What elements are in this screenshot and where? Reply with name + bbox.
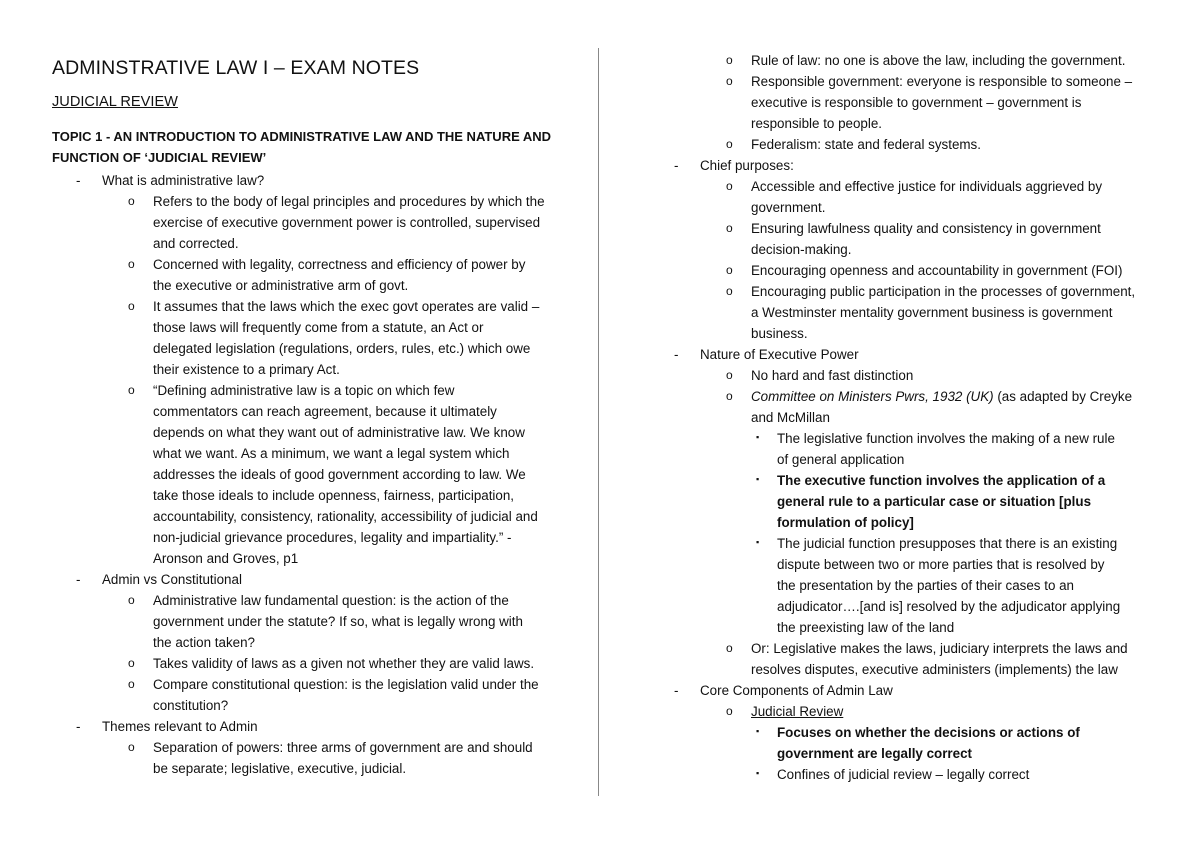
dash-bullet: -: [76, 719, 81, 734]
list-item-text: Chief purposes:: [700, 158, 794, 173]
list-item-text: government under the statute? If so, what is legally wrong with: [153, 614, 523, 629]
list-item-continuation: [52, 212, 582, 233]
document-title: ADMINSTRATIVE LAW I – EXAM NOTES: [52, 57, 420, 79]
square-bullet: ▪: [756, 537, 760, 547]
column-divider: [598, 48, 599, 796]
list-item-text: the presentation by the parties of their cases to an: [777, 578, 1075, 593]
list-item-continuation: [52, 758, 582, 779]
list-item-continuation: [52, 527, 582, 548]
list-item-text: addresses the ideals of good government according to law. We: [153, 467, 526, 482]
list-item: [650, 533, 1160, 554]
square-bullet: ▪: [756, 768, 760, 778]
list-item-continuation: [650, 302, 1160, 323]
list-item: [650, 134, 1160, 155]
list-item: [650, 218, 1160, 239]
list-item: [52, 674, 582, 695]
list-item-text: The judicial function presupposes that there is an existing: [777, 536, 1118, 551]
list-item-text: decision-making.: [751, 242, 852, 257]
list-item-text: delegated legislation (regulations, orders, rules, etc.) which owe: [153, 341, 531, 356]
list-item-text: Themes relevant to Admin: [102, 719, 258, 734]
circle-bullet: o: [726, 221, 733, 235]
list-item-text: of general application: [777, 452, 905, 467]
list-item-text: formulation of policy]: [777, 515, 914, 530]
list-item-text: a Westminster mentality government business is government: [751, 305, 1113, 320]
list-item: [52, 170, 582, 191]
circle-bullet: o: [128, 656, 135, 670]
list-item-text: “Defining administrative law is a topic on which few: [153, 383, 455, 398]
list-item: [650, 50, 1160, 71]
list-item-text: Compare constitutional question: is the legislation valid under the: [153, 677, 539, 692]
list-item-text: Accessible and effective justice for individuals aggrieved by: [751, 179, 1103, 194]
list-item-continuation: [650, 92, 1160, 113]
list-item-text: their existence to a primary Act.: [153, 362, 340, 377]
list-item-text: accountability, consistency, rationality, accessibility of judicial and: [153, 509, 538, 524]
list-item-text: those laws will frequently come from a statute, an Act or: [153, 320, 484, 335]
list-item: [650, 71, 1160, 92]
circle-bullet: o: [726, 137, 733, 151]
list-item-continuation: [52, 506, 582, 527]
list-item-text: Federalism: state and federal systems.: [751, 137, 981, 152]
list-item: [52, 191, 582, 212]
list-item-continuation: [650, 197, 1160, 218]
list-item-text: Administrative law fundamental question: is the action of the: [153, 593, 509, 608]
circle-bullet: o: [726, 53, 733, 67]
circle-bullet: o: [128, 299, 135, 313]
circle-bullet: o: [726, 263, 733, 277]
list-item-text: No hard and fast distinction: [751, 368, 914, 383]
list-item-text: dispute between two or more parties that is resolved by: [777, 557, 1105, 572]
list-item: [52, 653, 582, 674]
circle-bullet: o: [128, 383, 135, 397]
list-item-text: Focuses on whether the decisions or actions of: [777, 725, 1080, 740]
right-column: [650, 50, 1160, 785]
list-item-text: Confines of judicial review – legally correct: [777, 767, 1030, 782]
circle-bullet: o: [726, 179, 733, 193]
list-item-text: (as adapted by Creyke: [993, 389, 1133, 404]
list-item-text: non-judicial grievance procedures, legality and impartiality.” -: [153, 530, 512, 545]
list-item: [650, 281, 1160, 302]
list-item-continuation: [52, 695, 582, 716]
list-item-text: responsible to people.: [751, 116, 883, 131]
list-item: [650, 344, 1160, 365]
square-bullet: ▪: [756, 726, 760, 736]
list-item: [650, 260, 1160, 281]
list-item: [52, 254, 582, 275]
section-heading: JUDICIAL REVIEW: [52, 94, 178, 110]
list-item-text: exercise of executive government power is controlled, supervised: [153, 215, 541, 230]
list-item-text: executive is responsible to government – government is: [751, 95, 1082, 110]
list-item-text: Nature of Executive Power: [700, 347, 859, 362]
list-item-text: Encouraging public participation in the processes of government,: [751, 284, 1136, 299]
list-item-continuation: [650, 449, 1160, 470]
list-item-continuation: [52, 317, 582, 338]
list-item-continuation: [52, 338, 582, 359]
list-item: [650, 365, 1160, 386]
case-citation: Committee on Ministers Pwrs, 1932 (UK): [751, 389, 994, 404]
list-item-text: Responsible government: everyone is responsible to someone –: [751, 74, 1133, 89]
list-item: [52, 737, 582, 758]
list-item-text: Concerned with legality, correctness and efficiency of power by: [153, 257, 526, 272]
circle-bullet: o: [128, 593, 135, 607]
list-item-continuation: [650, 575, 1160, 596]
list-item: [650, 680, 1160, 701]
list-item-continuation: [52, 548, 582, 569]
topic-heading-line: TOPIC 1 - AN INTRODUCTION TO ADMINISTRATIVE LAW AND THE NATURE AND: [52, 129, 552, 144]
list-item-text: Rule of law: no one is above the law, including the government.: [751, 53, 1126, 68]
dash-bullet: -: [76, 173, 81, 188]
square-bullet: ▪: [756, 432, 760, 442]
list-item: [650, 638, 1160, 659]
list-item-text: what we want. As a minimum, we want a legal system which: [153, 446, 510, 461]
circle-bullet: o: [726, 74, 733, 88]
circle-bullet: o: [726, 704, 733, 718]
circle-bullet: o: [128, 257, 135, 271]
list-item-text: constitution?: [153, 698, 229, 713]
list-item: [650, 155, 1160, 176]
list-item-continuation: [650, 617, 1160, 638]
list-item-text: Or: Legislative makes the laws, judiciary interprets the laws and: [751, 641, 1128, 656]
list-item-continuation: [650, 323, 1160, 344]
list-item-text: It assumes that the laws which the exec govt operates are valid –: [153, 299, 540, 314]
list-item-text: and McMillan: [751, 410, 830, 425]
circle-bullet: o: [726, 284, 733, 298]
list-item-text: general rule to a particular case or situation [plus: [777, 494, 1092, 509]
list-item-text: resolves disputes, executive administers (implements) the law: [751, 662, 1118, 677]
dash-bullet: -: [674, 683, 679, 698]
list-item-text: adjudicator….[and is] resolved by the adjudicator applying: [777, 599, 1121, 614]
list-item: [52, 716, 582, 737]
list-item-text: commentators can reach agreement, because it ultimately: [153, 404, 497, 419]
square-bullet: ▪: [756, 474, 760, 484]
list-item-continuation: [52, 233, 582, 254]
dash-bullet: -: [674, 347, 679, 362]
dash-bullet: -: [76, 572, 81, 587]
list-item: [52, 569, 582, 590]
circle-bullet: o: [128, 194, 135, 208]
list-item-continuation: [650, 239, 1160, 260]
list-item: [650, 428, 1160, 449]
list-item-text: Judicial Review: [751, 704, 844, 719]
list-item-continuation: [52, 611, 582, 632]
list-item-continuation: [650, 659, 1160, 680]
topic-heading-line: FUNCTION OF ‘JUDICIAL REVIEW’: [52, 150, 267, 165]
circle-bullet: o: [726, 641, 733, 655]
circle-bullet: o: [128, 740, 135, 754]
list-item-continuation: [52, 464, 582, 485]
list-item: [650, 176, 1160, 197]
list-item-text: Core Components of Admin Law: [700, 683, 893, 698]
list-item-text: Separation of powers: three arms of government are and should: [153, 740, 533, 755]
list-item: [650, 701, 1160, 722]
list-item: [650, 722, 1160, 743]
list-item-text: Encouraging openness and accountability in government (FOI): [751, 263, 1123, 278]
list-item: [52, 296, 582, 317]
left-column: [52, 50, 582, 779]
list-item-continuation: [650, 743, 1160, 764]
list-item: [650, 386, 1160, 407]
list-item-continuation: [52, 632, 582, 653]
list-item-continuation: [52, 359, 582, 380]
list-item-continuation: [52, 485, 582, 506]
circle-bullet: o: [128, 677, 135, 691]
list-item-text: depends on what they want out of administrative law. We know: [153, 425, 525, 440]
list-item-text: be separate; legislative, executive, judicial.: [153, 761, 407, 776]
list-item-text: The legislative function involves the making of a new rule: [777, 431, 1115, 446]
list-item-continuation: [52, 443, 582, 464]
list-item-text: What is administrative law?: [102, 173, 265, 188]
circle-bullet: o: [726, 389, 733, 403]
list-item-continuation: [650, 407, 1160, 428]
topic-heading: [52, 126, 582, 168]
list-item: [650, 470, 1160, 491]
list-item: [52, 590, 582, 611]
list-item-text: Aronson and Groves, p1: [153, 551, 299, 566]
list-item: [650, 764, 1160, 785]
list-item-continuation: [650, 512, 1160, 533]
list-item-text: Refers to the body of legal principles and procedures by which the: [153, 194, 545, 209]
list-item-text: Admin vs Constitutional: [102, 572, 242, 587]
list-item-continuation: [52, 422, 582, 443]
list-item-text: business.: [751, 326, 808, 341]
list-item-continuation: [650, 113, 1160, 134]
list-item-text: government are legally correct: [777, 746, 972, 761]
circle-bullet: o: [726, 368, 733, 382]
list-item-text: Ensuring lawfulness quality and consistency in government: [751, 221, 1101, 236]
list-item-text: the executive or administrative arm of govt.: [153, 278, 409, 293]
list-item-text: the preexisting law of the land: [777, 620, 955, 635]
list-item-continuation: [650, 491, 1160, 512]
list-item-continuation: [52, 275, 582, 296]
list-item-text: The executive function involves the application of a: [777, 473, 1106, 488]
list-item: [52, 380, 582, 401]
list-item-text: and corrected.: [153, 236, 239, 251]
list-item-text: the action taken?: [153, 635, 255, 650]
list-item-text: government.: [751, 200, 826, 215]
list-item-text: Takes validity of laws as a given not whether they are valid laws.: [153, 656, 535, 671]
list-item-continuation: [52, 401, 582, 422]
list-item-continuation: [650, 596, 1160, 617]
list-item-continuation: [650, 554, 1160, 575]
dash-bullet: -: [674, 158, 679, 173]
list-item-text: take those ideals to include openness, fairness, participation,: [153, 488, 515, 503]
